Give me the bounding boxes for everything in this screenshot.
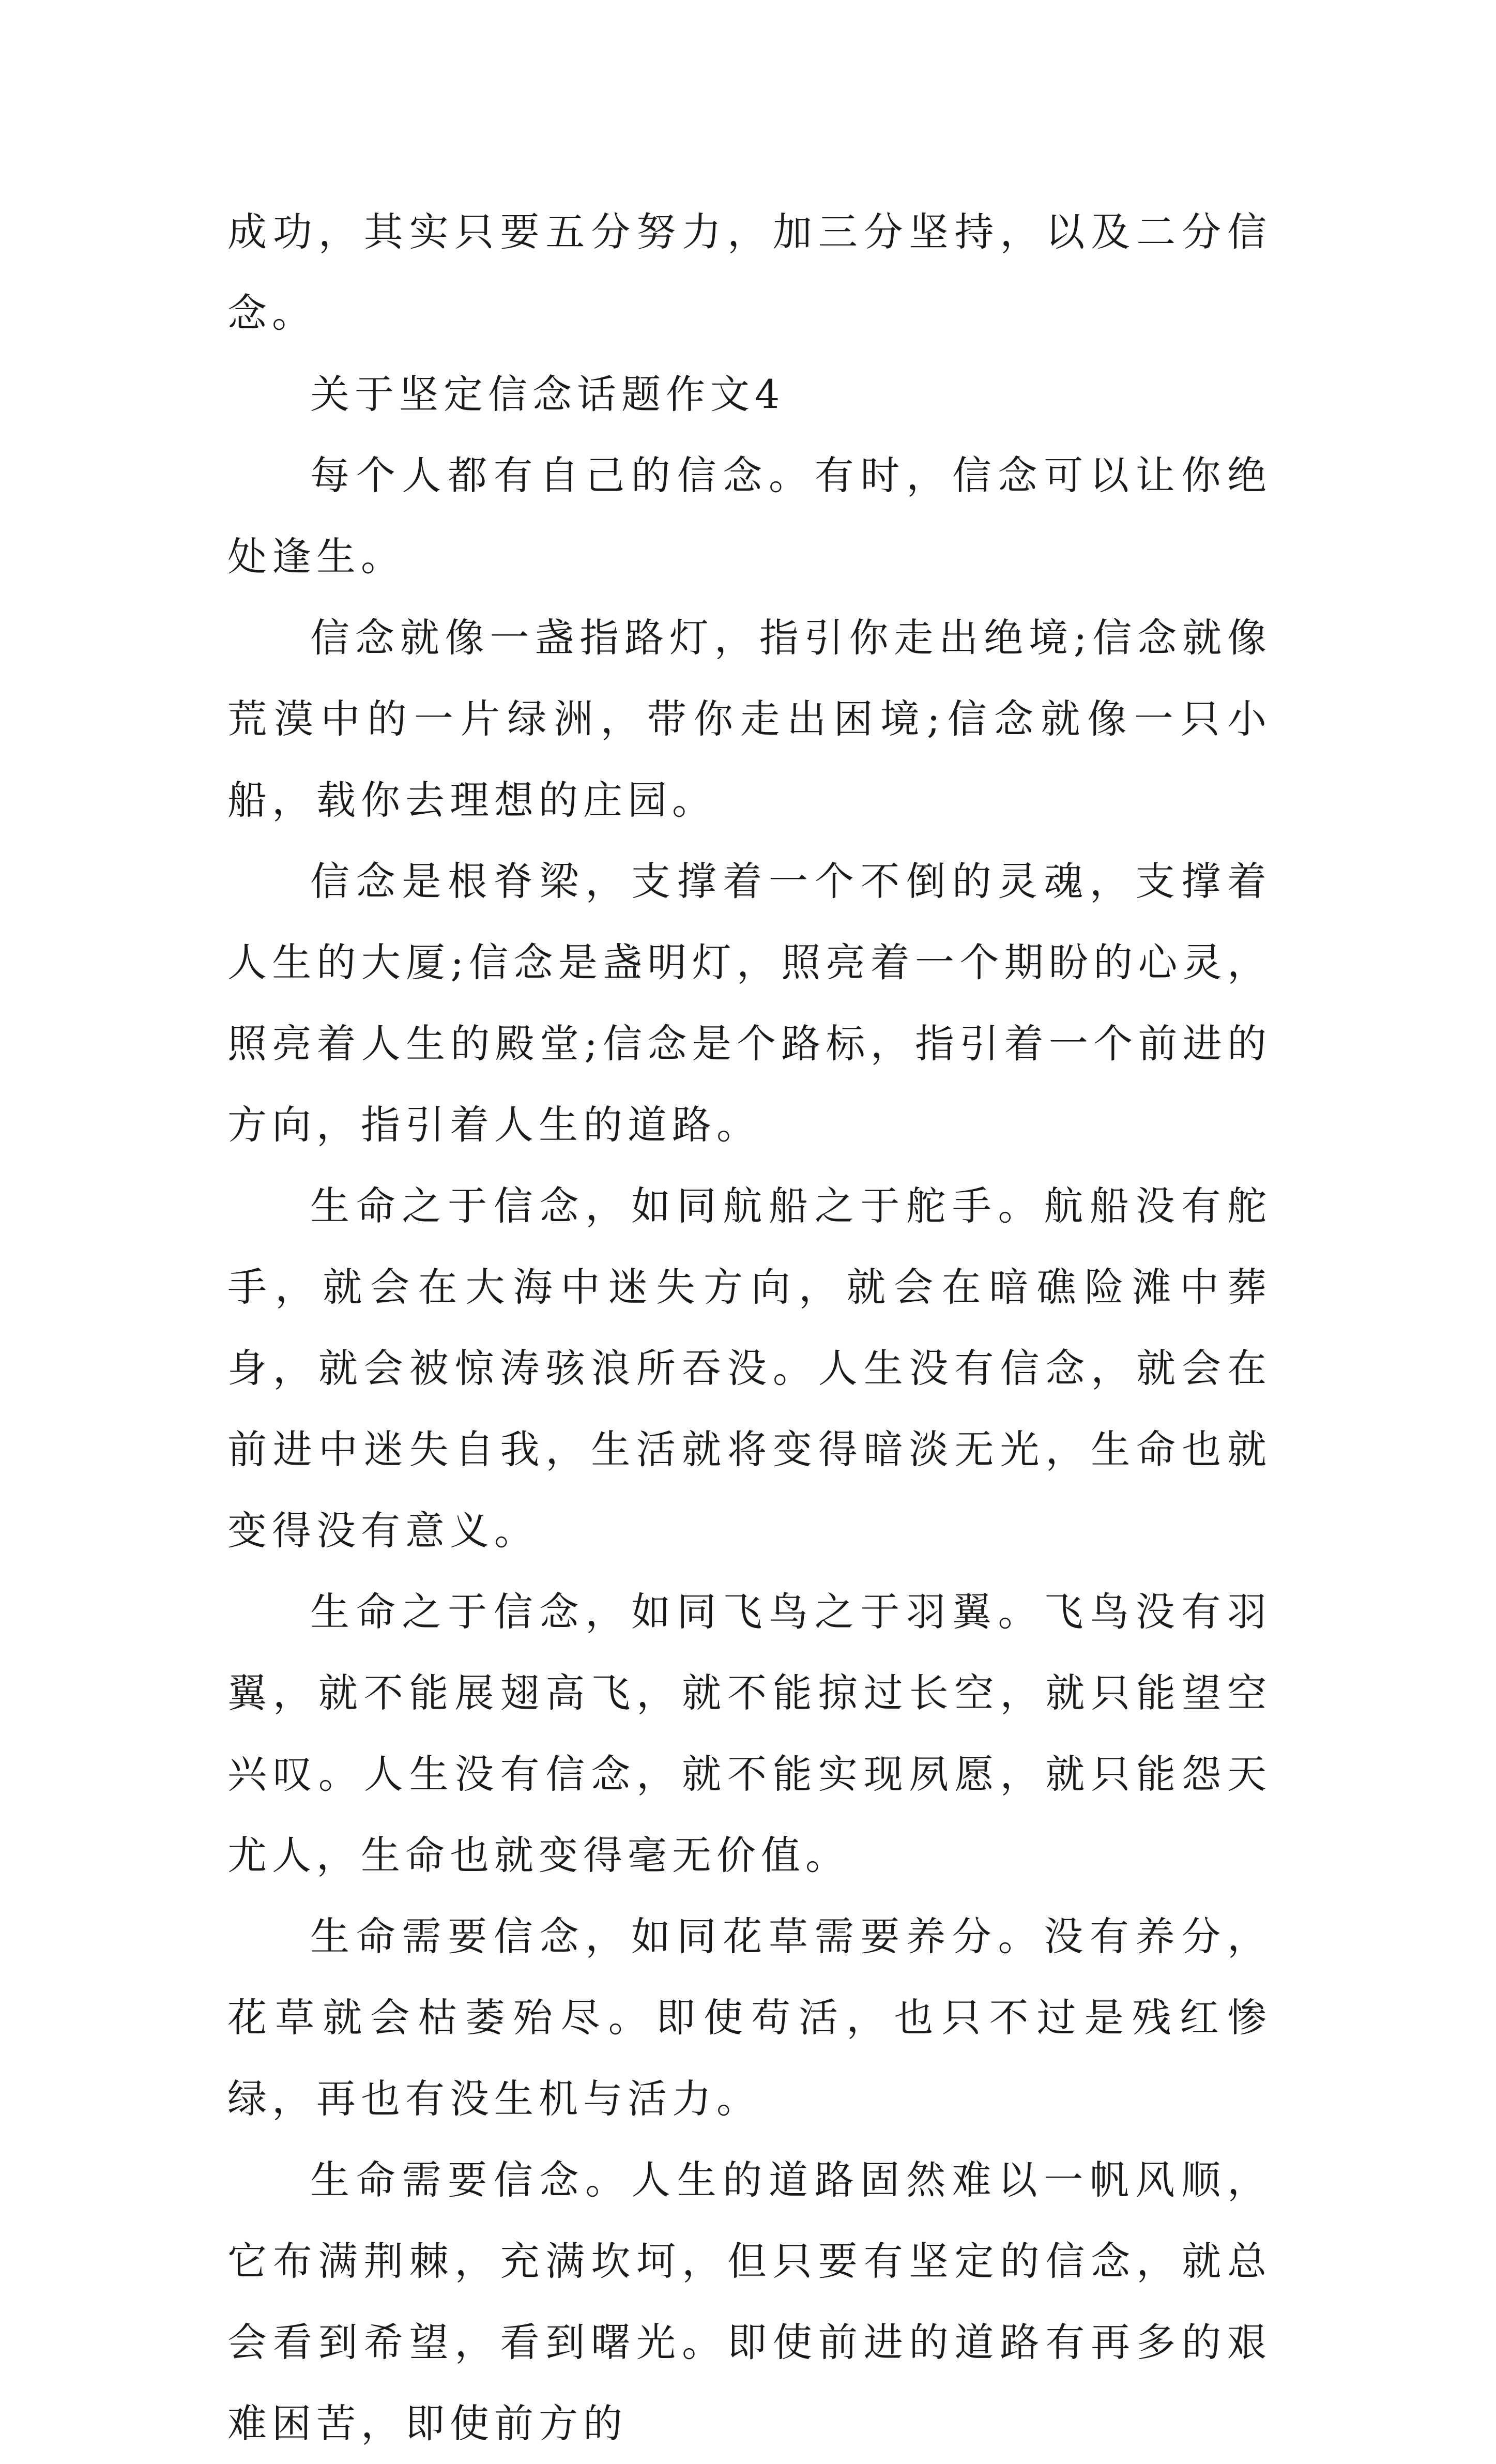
paragraph-bird-wings: 生命之于信念，如同飞鸟之于羽翼。飞鸟没有羽翼，就不能展翅高飞，就不能掠过长空，就只能望空兴叹。人生没有信念，就不能实现夙愿，就只能怨天尤人，生命也就变得毫无价值。 (227, 1589, 1272, 1878)
paragraph-life-needs-belief: 生命需要信念。人生的道路固然难以一帆风顺，它布满荆棘，充满坎坷，但只要有坚定的信念，就总会看到希望，看到曙光。即使前进的道路有再多的艰难困苦，即使前方的 (227, 2157, 1272, 2446)
paragraph-metaphor-spine: 信念是根脊梁，支撑着一个不倒的灵魂，支撑着人生的大厦;信念是盏明灯，照亮着一个期盼的心灵，照亮着人生的殿堂;信念是个路标，指引着一个前进的方向，指引着人生的道路。 (227, 858, 1272, 1148)
essay-heading: 关于坚定信念话题作文4 (310, 371, 785, 417)
paragraph-intro: 每个人都有自己的信念。有时，信念可以让你绝处逢生。 (227, 452, 1272, 580)
paragraph-metaphor-lamp: 信念就像一盏指路灯，指引你走出绝境;信念就像荒漠中的一片绿洲，带你走出困境;信念就像一只小船，载你去理想的庄园。 (227, 615, 1272, 823)
paragraph-ship-helmsman: 生命之于信念，如同航船之于舵手。航船没有舵手，就会在大海中迷失方向，就会在暗礁险滩中葬身，就会被惊涛骇浪所吞没。人生没有信念，就会在前进中迷失自我，生活就将变得暗淡无光，生命也就变得没有意义。 (227, 1183, 1272, 1554)
document-page (227, 191, 1272, 2464)
paragraph-flowers-nutrients: 生命需要信念，如同花草需要养分。没有养分，花草就会枯萎殆尽。即使苟活，也只不过是残红惨绿，再也有没生机与活力。 (227, 1913, 1272, 2122)
paragraph-continuation: 成功，其实只要五分努力，加三分坚持，以及二分信念。 (227, 209, 1272, 336)
